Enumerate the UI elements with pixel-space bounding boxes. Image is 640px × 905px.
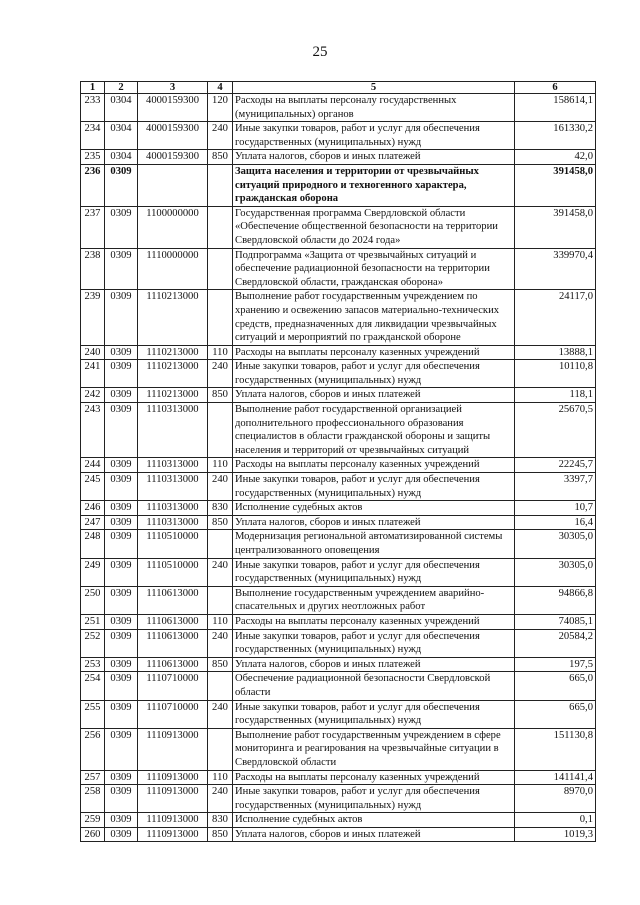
row-amount: 10,7 bbox=[515, 501, 596, 516]
expense-type-code bbox=[208, 403, 233, 458]
row-amount: 197,5 bbox=[515, 657, 596, 672]
expense-type-code: 850 bbox=[208, 827, 233, 842]
target-article-code: 1110000000 bbox=[138, 248, 208, 290]
row-amount: 74085,1 bbox=[515, 614, 596, 629]
target-article-code: 1110613000 bbox=[138, 657, 208, 672]
row-description: Расходы на выплаты персоналу казенных учреждений bbox=[233, 770, 515, 785]
row-description: Уплата налогов, сборов и иных платежей bbox=[233, 657, 515, 672]
row-description: Выполнение работ государственной организацией дополнительного профессионального образования специалистов в области гражданской обороны и защиты населения и территорий от чрезвычайных ситуаций bbox=[233, 403, 515, 458]
expense-type-code bbox=[208, 164, 233, 206]
expense-type-code: 240 bbox=[208, 558, 233, 586]
page-number: 25 bbox=[312, 44, 328, 60]
target-article-code: 1100000000 bbox=[138, 206, 208, 248]
row-description: Обеспечение радиационной безопасности Свердловской области bbox=[233, 672, 515, 700]
column-header: 6 bbox=[515, 82, 596, 94]
row-amount: 42,0 bbox=[515, 150, 596, 165]
row-amount: 8970,0 bbox=[515, 785, 596, 813]
row-number: 239 bbox=[81, 290, 105, 345]
row-number: 236 bbox=[81, 164, 105, 206]
row-description: Уплата налогов, сборов и иных платежей bbox=[233, 150, 515, 165]
budget-table bbox=[80, 81, 596, 842]
table-row bbox=[81, 770, 596, 785]
target-article-code: 1110913000 bbox=[138, 827, 208, 842]
row-description: Государственная программа Свердловской области «Обеспечение общественной безопасности на территории Свердловской области до 2024 года» bbox=[233, 206, 515, 248]
target-article-code: 4000159300 bbox=[138, 150, 208, 165]
row-number: 248 bbox=[81, 530, 105, 558]
row-amount: 22245,7 bbox=[515, 458, 596, 473]
expense-type-code bbox=[208, 672, 233, 700]
expense-type-code bbox=[208, 290, 233, 345]
table-row bbox=[81, 473, 596, 501]
expense-type-code: 850 bbox=[208, 150, 233, 165]
table-row bbox=[81, 122, 596, 150]
target-article-code: 1110613000 bbox=[138, 614, 208, 629]
row-description: Расходы на выплаты персоналу казенных учреждений bbox=[233, 345, 515, 360]
target-article-code: 1110313000 bbox=[138, 473, 208, 501]
row-number: 237 bbox=[81, 206, 105, 248]
row-description: Исполнение судебных актов bbox=[233, 501, 515, 516]
section-code: 0304 bbox=[105, 122, 138, 150]
expense-type-code bbox=[208, 530, 233, 558]
expense-type-code: 110 bbox=[208, 345, 233, 360]
row-description: Модернизация региональной автоматизированной системы централизованного оповещения bbox=[233, 530, 515, 558]
row-amount: 339970,4 bbox=[515, 248, 596, 290]
target-article-code bbox=[138, 164, 208, 206]
row-amount: 665,0 bbox=[515, 700, 596, 728]
table-row bbox=[81, 629, 596, 657]
expense-type-code: 120 bbox=[208, 94, 233, 122]
target-article-code: 1110213000 bbox=[138, 360, 208, 388]
expense-type-code: 240 bbox=[208, 473, 233, 501]
row-number: 257 bbox=[81, 770, 105, 785]
target-article-code: 1110710000 bbox=[138, 700, 208, 728]
row-description: Расходы на выплаты персоналу казенных учреждений bbox=[233, 458, 515, 473]
target-article-code: 1110313000 bbox=[138, 501, 208, 516]
row-amount: 3397,7 bbox=[515, 473, 596, 501]
target-article-code: 1110510000 bbox=[138, 558, 208, 586]
row-amount: 1019,3 bbox=[515, 827, 596, 842]
row-number: 254 bbox=[81, 672, 105, 700]
row-number: 242 bbox=[81, 388, 105, 403]
row-description: Иные закупки товаров, работ и услуг для обеспечения государственных (муниципальных) нужд bbox=[233, 629, 515, 657]
row-amount: 30305,0 bbox=[515, 558, 596, 586]
row-description: Подпрограмма «Защита от чрезвычайных ситуаций и обеспечение радиационной безопасности на территории Свердловской области, гражданская оборона» bbox=[233, 248, 515, 290]
row-number: 246 bbox=[81, 501, 105, 516]
row-number: 233 bbox=[81, 94, 105, 122]
expense-type-code bbox=[208, 728, 233, 770]
row-number: 250 bbox=[81, 586, 105, 614]
column-header: 3 bbox=[138, 82, 208, 94]
row-amount: 16,4 bbox=[515, 515, 596, 530]
row-amount: 0,1 bbox=[515, 813, 596, 828]
row-number: 235 bbox=[81, 150, 105, 165]
expense-type-code: 830 bbox=[208, 813, 233, 828]
column-header: 2 bbox=[105, 82, 138, 94]
row-amount: 20584,2 bbox=[515, 629, 596, 657]
row-number: 240 bbox=[81, 345, 105, 360]
section-code: 0309 bbox=[105, 290, 138, 345]
target-article-code: 1110913000 bbox=[138, 770, 208, 785]
section-code: 0309 bbox=[105, 770, 138, 785]
section-code: 0309 bbox=[105, 728, 138, 770]
section-code: 0309 bbox=[105, 558, 138, 586]
section-code: 0309 bbox=[105, 501, 138, 516]
row-description: Расходы на выплаты персоналу казенных учреждений bbox=[233, 614, 515, 629]
row-amount: 118,1 bbox=[515, 388, 596, 403]
row-number: 256 bbox=[81, 728, 105, 770]
row-amount: 13888,1 bbox=[515, 345, 596, 360]
section-code: 0309 bbox=[105, 813, 138, 828]
section-code: 0309 bbox=[105, 458, 138, 473]
column-header: 4 bbox=[208, 82, 233, 94]
table-row bbox=[81, 501, 596, 516]
section-code: 0309 bbox=[105, 657, 138, 672]
row-amount: 10110,8 bbox=[515, 360, 596, 388]
section-code: 0309 bbox=[105, 586, 138, 614]
row-number: 241 bbox=[81, 360, 105, 388]
target-article-code: 1110313000 bbox=[138, 403, 208, 458]
row-amount: 151130,8 bbox=[515, 728, 596, 770]
row-amount: 141141,4 bbox=[515, 770, 596, 785]
row-description: Иные закупки товаров, работ и услуг для обеспечения государственных (муниципальных) нужд bbox=[233, 122, 515, 150]
row-description: Уплата налогов, сборов и иных платежей bbox=[233, 388, 515, 403]
column-header: 5 bbox=[233, 82, 515, 94]
expense-type-code: 850 bbox=[208, 388, 233, 403]
target-article-code: 1110710000 bbox=[138, 672, 208, 700]
section-code: 0309 bbox=[105, 248, 138, 290]
table-row bbox=[81, 290, 596, 345]
expense-type-code: 240 bbox=[208, 700, 233, 728]
row-description: Выполнение работ государственным учреждением в сфере мониторинга и реагирования на чрезвычайные ситуации в Свердловской области bbox=[233, 728, 515, 770]
section-code: 0309 bbox=[105, 672, 138, 700]
row-number: 251 bbox=[81, 614, 105, 629]
target-article-code: 1110913000 bbox=[138, 785, 208, 813]
target-article-code: 1110510000 bbox=[138, 530, 208, 558]
expense-type-code: 240 bbox=[208, 785, 233, 813]
row-number: 259 bbox=[81, 813, 105, 828]
expense-type-code bbox=[208, 206, 233, 248]
table-row bbox=[81, 827, 596, 842]
section-code: 0309 bbox=[105, 206, 138, 248]
section-code: 0309 bbox=[105, 515, 138, 530]
target-article-code: 1110213000 bbox=[138, 345, 208, 360]
table-row bbox=[81, 248, 596, 290]
column-header: 1 bbox=[81, 82, 105, 94]
table-row bbox=[81, 458, 596, 473]
row-description: Защита населения и территории от чрезвычайных ситуаций природного и техногенного характера, гражданская оборона bbox=[233, 164, 515, 206]
row-amount: 30305,0 bbox=[515, 530, 596, 558]
table-row bbox=[81, 515, 596, 530]
row-description: Уплата налогов, сборов и иных платежей bbox=[233, 827, 515, 842]
expense-type-code: 830 bbox=[208, 501, 233, 516]
target-article-code: 4000159300 bbox=[138, 122, 208, 150]
section-code: 0309 bbox=[105, 530, 138, 558]
row-description: Расходы на выплаты персоналу государственных (муниципальных) органов bbox=[233, 94, 515, 122]
expense-type-code bbox=[208, 586, 233, 614]
section-code: 0309 bbox=[105, 614, 138, 629]
row-amount: 24117,0 bbox=[515, 290, 596, 345]
target-article-code: 4000159300 bbox=[138, 94, 208, 122]
row-description: Уплата налогов, сборов и иных платежей bbox=[233, 515, 515, 530]
section-code: 0304 bbox=[105, 94, 138, 122]
section-code: 0309 bbox=[105, 473, 138, 501]
section-code: 0309 bbox=[105, 827, 138, 842]
row-description: Иные закупки товаров, работ и услуг для обеспечения государственных (муниципальных) нужд bbox=[233, 700, 515, 728]
table-row bbox=[81, 586, 596, 614]
table-row bbox=[81, 530, 596, 558]
section-code: 0309 bbox=[105, 785, 138, 813]
target-article-code: 1110213000 bbox=[138, 290, 208, 345]
table-row bbox=[81, 206, 596, 248]
row-number: 238 bbox=[81, 248, 105, 290]
expense-type-code: 110 bbox=[208, 770, 233, 785]
section-code: 0304 bbox=[105, 150, 138, 165]
row-description: Иные закупки товаров, работ и услуг для обеспечения государственных (муниципальных) нужд bbox=[233, 473, 515, 501]
row-description: Исполнение судебных актов bbox=[233, 813, 515, 828]
expense-type-code: 240 bbox=[208, 122, 233, 150]
row-number: 253 bbox=[81, 657, 105, 672]
table-row bbox=[81, 728, 596, 770]
expense-type-code: 850 bbox=[208, 657, 233, 672]
row-amount: 161330,2 bbox=[515, 122, 596, 150]
row-number: 258 bbox=[81, 785, 105, 813]
table-row bbox=[81, 94, 596, 122]
table-row bbox=[81, 657, 596, 672]
target-article-code: 1110913000 bbox=[138, 813, 208, 828]
expense-type-code: 240 bbox=[208, 360, 233, 388]
table-row bbox=[81, 360, 596, 388]
table-row bbox=[81, 813, 596, 828]
row-description: Выполнение государственным учреждением аварийно-спасательных и других неотложных работ bbox=[233, 586, 515, 614]
section-code: 0309 bbox=[105, 403, 138, 458]
target-article-code: 1110313000 bbox=[138, 458, 208, 473]
row-amount: 391458,0 bbox=[515, 164, 596, 206]
section-code: 0309 bbox=[105, 629, 138, 657]
row-amount: 94866,8 bbox=[515, 586, 596, 614]
table-row bbox=[81, 164, 596, 206]
row-amount: 158614,1 bbox=[515, 94, 596, 122]
row-number: 252 bbox=[81, 629, 105, 657]
table-row bbox=[81, 150, 596, 165]
row-number: 247 bbox=[81, 515, 105, 530]
table-row bbox=[81, 403, 596, 458]
target-article-code: 1110613000 bbox=[138, 586, 208, 614]
section-code: 0309 bbox=[105, 700, 138, 728]
expense-type-code: 110 bbox=[208, 614, 233, 629]
row-amount: 25670,5 bbox=[515, 403, 596, 458]
row-description: Выполнение работ государственным учреждением по хранению и освежению запасов материально-технических средств, предназначенных для ликвидации чрезвычайных ситуаций и мероприятий по гражданской обороне bbox=[233, 290, 515, 345]
section-code: 0309 bbox=[105, 164, 138, 206]
expense-type-code: 240 bbox=[208, 629, 233, 657]
target-article-code: 1110613000 bbox=[138, 629, 208, 657]
table-body bbox=[81, 94, 596, 842]
section-code: 0309 bbox=[105, 388, 138, 403]
row-description: Иные закупки товаров, работ и услуг для обеспечения государственных (муниципальных) нужд bbox=[233, 785, 515, 813]
row-number: 234 bbox=[81, 122, 105, 150]
row-number: 249 bbox=[81, 558, 105, 586]
header-row bbox=[81, 82, 596, 94]
target-article-code: 1110913000 bbox=[138, 728, 208, 770]
table-row bbox=[81, 388, 596, 403]
section-code: 0309 bbox=[105, 360, 138, 388]
table-row bbox=[81, 785, 596, 813]
row-number: 255 bbox=[81, 700, 105, 728]
row-description: Иные закупки товаров, работ и услуг для обеспечения государственных (муниципальных) нужд bbox=[233, 558, 515, 586]
table-row bbox=[81, 558, 596, 586]
row-number: 244 bbox=[81, 458, 105, 473]
table-row bbox=[81, 672, 596, 700]
expense-type-code bbox=[208, 248, 233, 290]
expense-type-code: 110 bbox=[208, 458, 233, 473]
row-amount: 665,0 bbox=[515, 672, 596, 700]
row-number: 243 bbox=[81, 403, 105, 458]
table-row bbox=[81, 700, 596, 728]
target-article-code: 1110313000 bbox=[138, 515, 208, 530]
section-code: 0309 bbox=[105, 345, 138, 360]
target-article-code: 1110213000 bbox=[138, 388, 208, 403]
row-number: 260 bbox=[81, 827, 105, 842]
expense-type-code: 850 bbox=[208, 515, 233, 530]
row-number: 245 bbox=[81, 473, 105, 501]
row-amount: 391458,0 bbox=[515, 206, 596, 248]
row-description: Иные закупки товаров, работ и услуг для обеспечения государственных (муниципальных) нужд bbox=[233, 360, 515, 388]
table-row bbox=[81, 345, 596, 360]
table-row bbox=[81, 614, 596, 629]
